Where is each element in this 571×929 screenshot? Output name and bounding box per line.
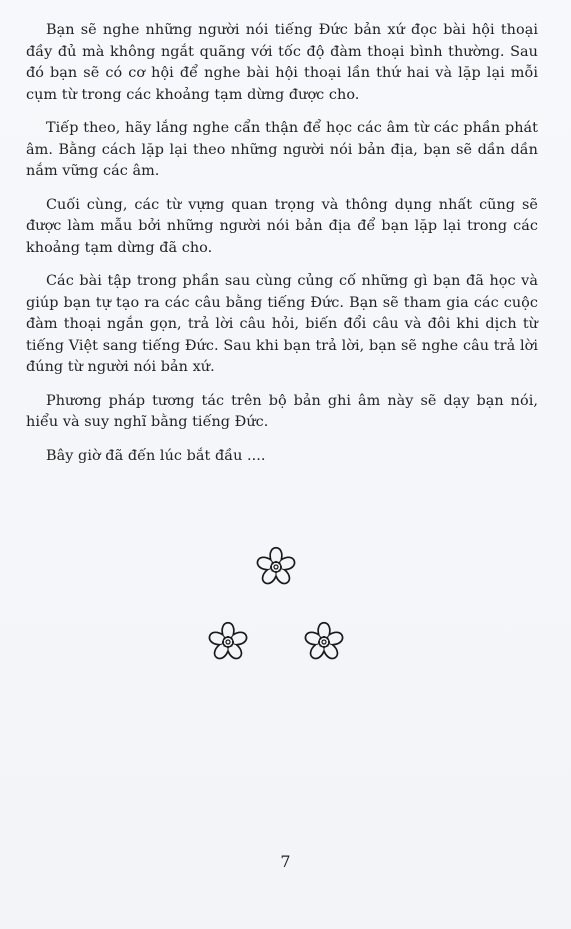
page-number: 7 (280, 852, 291, 871)
paragraph-4: Các bài tập trong phần sau cùng củng cố những gì bạn đã học và giúp bạn tự tạo ra các câu bằng tiếng Đức. Bạn sẽ tham gia các cuộc đàm thoại ngắn gọn, trả lời câu hỏi, biến đổi câu và đôi khi dịch từ tiếng Việt sang tiếng Đức. Sau khi bạn trả lời, bạn sẽ nghe câu trả lời đúng từ người nói bản xứ. (26, 273, 538, 375)
flower-stamen-dot (223, 637, 225, 639)
flower-stamen-dot (230, 644, 232, 646)
flower-core (322, 640, 326, 644)
flower-stamen-dot (232, 641, 234, 643)
flower-petals (305, 623, 342, 659)
paragraph-2: Tiếp theo, hãy lắng nghe cẩn thận để học các âm từ các phần phát âm. Bằng cách lặp lại theo những người nói bản địa, bạn sẽ dần dần nắm vững các âm. (26, 120, 538, 179)
flower-stamen-dot (271, 562, 273, 564)
page-body (26, 20, 538, 477)
flower-center-ring (319, 637, 329, 647)
flower-stamen-dot (230, 637, 232, 639)
flower-stamen-dot (318, 641, 320, 643)
flower-petals (209, 623, 246, 659)
flower-stamen-dot (270, 566, 272, 568)
flower-vein (329, 644, 333, 645)
flower-stamen-dot (227, 646, 229, 648)
flower-vein (223, 635, 225, 638)
paragraph-6: Bây giờ đã đến lúc bắt đầu .... (46, 447, 266, 464)
flower-stamen-dot (319, 637, 321, 639)
flower-vein (327, 635, 329, 638)
flower-stamen-dot (326, 637, 328, 639)
flower-center-ring (223, 637, 233, 647)
flower-stamen-dot (222, 641, 224, 643)
flower-vein (219, 644, 223, 645)
paragraph-5: Phương pháp tương tác trên bộ bản ghi âm này sẽ dạy bạn nói, hiểu và suy nghĩ bằng tiếng Đức. (26, 392, 538, 430)
flower-stamen-dot (223, 644, 225, 646)
flower-stamen-dot (275, 561, 277, 563)
flower-stamen-dot (227, 636, 229, 638)
flower-center-ring (271, 562, 281, 572)
flower-icon (257, 548, 294, 584)
flower-stamen-dot (328, 641, 330, 643)
flower-stamen-dot (278, 562, 280, 564)
flower-vein (271, 560, 273, 563)
flower-vein (279, 560, 281, 563)
flower-stamen-dot (280, 566, 282, 568)
flower-stamen-dot (319, 644, 321, 646)
flower-stamen-dot (323, 646, 325, 648)
flower-core (226, 640, 230, 644)
flower-stamen-dot (323, 636, 325, 638)
flower-vein (231, 635, 233, 638)
flower-icon (305, 623, 342, 659)
flower-stamen-dot (326, 644, 328, 646)
paragraph-1: Bạn sẽ nghe những người nói tiếng Đức bản xứ đọc bài hội thoại đầy đủ mà không ngắt quãng với tốc độ đàm thoại bình thường. Sau đó bạn sẽ có cơ hội để nghe bài hội thoại lần thứ hai và lặp lại mỗi cụm từ trong các khoảng tạm dừng được cho. (26, 22, 538, 103)
flower-core (274, 565, 278, 569)
flower-icon (209, 623, 246, 659)
flower-vein (267, 569, 271, 570)
paragraph-3: Cuối cùng, các từ vựng quan trọng và thông dụng nhất cũng sẽ được làm mẫu bởi những người nói bản địa để bạn lặp lại trong các khoảng tạm dừng đã cho. (26, 196, 538, 256)
flower-stamen-dot (271, 569, 273, 571)
flower-vein (315, 644, 319, 645)
flower-petals (257, 548, 294, 584)
flower-vein (281, 569, 285, 570)
flower-stamen-dot (278, 569, 280, 571)
flower-vein (319, 635, 321, 638)
flower-stamen-dot (275, 571, 277, 573)
flower-vein (233, 644, 237, 645)
